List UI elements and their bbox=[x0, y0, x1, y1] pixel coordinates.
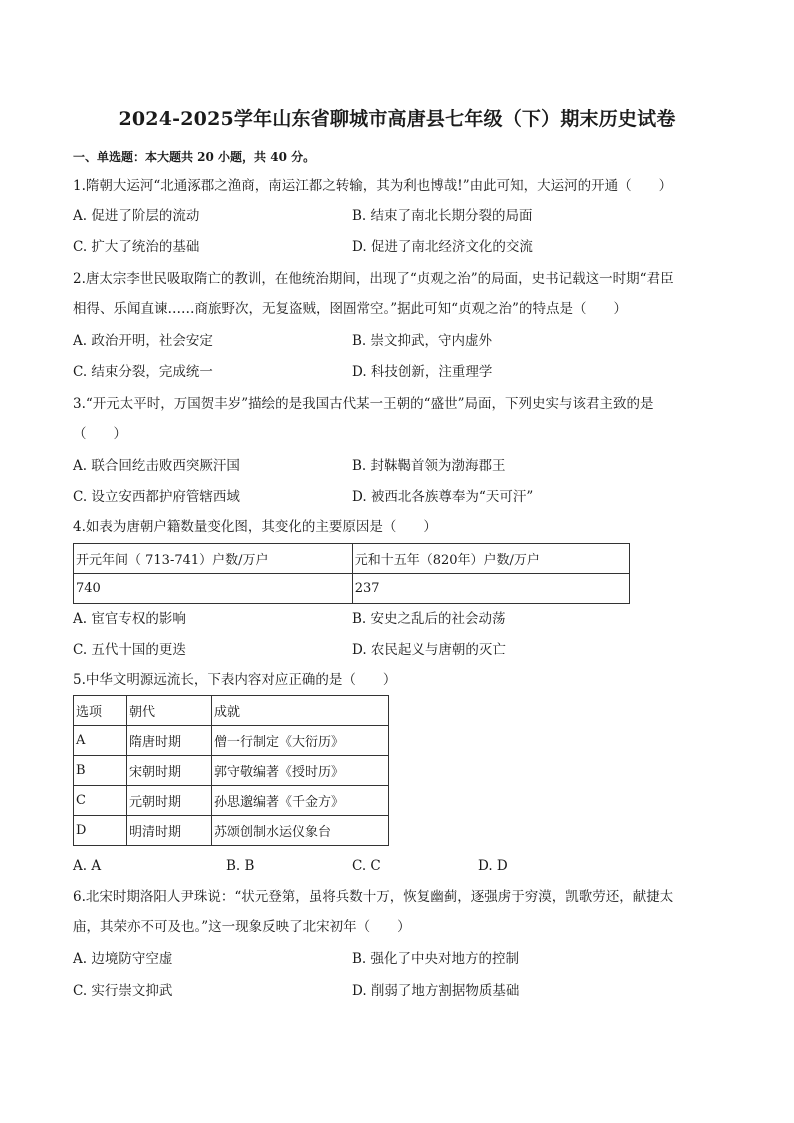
table-cell: C bbox=[74, 786, 127, 816]
question-1-stem: 1.隋朝大运河“北通涿郡之渔商，南运江都之转输，其为利也博哉!”由此可知，大运河的开通（ ） bbox=[73, 178, 673, 194]
q6-option-a: A. 边境防守空虚 bbox=[73, 951, 173, 967]
table-header-cell: 成就 bbox=[212, 696, 389, 726]
table-cell: 明清时期 bbox=[127, 816, 212, 846]
table-row bbox=[74, 756, 389, 786]
question-3-stem-line-1: 3.“开元太平时，万国贺丰岁”描绘的是我国古代某一王朝的“盛世”局面，下列史实与该君主致的是 bbox=[73, 396, 654, 412]
table-header-cell: 朝代 bbox=[127, 696, 212, 726]
q3-option-b: B. 封靺鞨首领为渤海郡王 bbox=[352, 458, 506, 474]
table-header-cell: 开元年间（ 713-741）户数/万户 bbox=[74, 544, 353, 574]
q1-option-c: C. 扩大了统治的基础 bbox=[73, 239, 200, 255]
question-4-stem: 4.如表为唐朝户籍数量变化图，其变化的主要原因是（ ） bbox=[73, 519, 437, 535]
q2-option-d: D. 科技创新，注重理学 bbox=[352, 364, 493, 380]
q4-option-d: D. 农民起义与唐朝的灭亡 bbox=[352, 642, 506, 658]
q4-option-c: C. 五代十国的更迭 bbox=[73, 642, 186, 658]
q2-option-c: C. 结束分裂，完成统一 bbox=[73, 364, 213, 380]
q6-option-b: B. 强化了中央对地方的控制 bbox=[352, 951, 520, 967]
q3-option-c: C. 设立安西都护府管辖西域 bbox=[73, 489, 240, 505]
q2-option-a: A. 政治开明，社会安定 bbox=[73, 333, 213, 349]
q1-option-a: A. 促进了阶层的流动 bbox=[73, 208, 200, 224]
q1-option-b: B. 结束了南北长期分裂的局面 bbox=[352, 208, 533, 224]
q1-option-d: D. 促进了南北经济文化的交流 bbox=[352, 239, 533, 255]
table-cell: 僧一行制定《大衍历》 bbox=[212, 726, 389, 756]
table-cell: D bbox=[74, 816, 127, 846]
table-row bbox=[74, 726, 389, 756]
q5-option-b: B. B bbox=[226, 858, 255, 874]
household-table bbox=[73, 543, 630, 604]
table-row bbox=[74, 786, 389, 816]
q5-option-a: A. A bbox=[73, 858, 102, 874]
question-5-stem: 5.中华文明源远流长，下表内容对应正确的是（ ） bbox=[73, 672, 397, 688]
table-header-cell: 元和十五年（820年）户数/万户 bbox=[352, 544, 629, 574]
table-row bbox=[74, 816, 389, 846]
q3-option-a: A. 联合回纥击败西突厥汗国 bbox=[73, 458, 240, 474]
table-row bbox=[74, 574, 630, 604]
q2-option-b: B. 崇文抑武，守内虚外 bbox=[352, 333, 493, 349]
table-cell: B bbox=[74, 756, 127, 786]
question-2-stem-line-2: 相得、乐闻直谏……商旅野次，无复盗贼，囹圄常空。”据此可知“贞观之治”的特点是（ ） bbox=[73, 301, 627, 317]
table-cell: 隋唐时期 bbox=[127, 726, 212, 756]
q4-option-b: B. 安史之乱后的社会动荡 bbox=[352, 611, 506, 627]
q5-option-d: D. D bbox=[478, 858, 508, 874]
q5-option-c: C. C bbox=[352, 858, 381, 874]
table-row bbox=[74, 544, 630, 574]
q4-option-a: A. 宦官专权的影响 bbox=[73, 611, 186, 627]
table-cell: A bbox=[74, 726, 127, 756]
table-cell: 郭守敬编著《授时历》 bbox=[212, 756, 389, 786]
q6-option-c: C. 实行崇文抑武 bbox=[73, 983, 173, 999]
section-heading: 一、单选题：本大题共 20 小题，共 40 分。 bbox=[73, 150, 316, 164]
table-cell: 孙思邈编著《千金方》 bbox=[212, 786, 389, 816]
table-header-cell: 选项 bbox=[74, 696, 127, 726]
table-cell: 740 bbox=[74, 574, 353, 604]
table-cell: 苏颂创制水运仪象台 bbox=[212, 816, 389, 846]
table-row bbox=[74, 696, 389, 726]
table-cell: 237 bbox=[352, 574, 629, 604]
achievements-table bbox=[73, 695, 389, 846]
question-2-stem-line-1: 2.唐太宗李世民吸取隋亡的教训，在他统治期间，出现了“贞观之治”的局面，史书记载这一时期“君臣 bbox=[73, 271, 674, 287]
question-3-stem-line-2: （ ） bbox=[73, 426, 127, 442]
question-6-stem-line-1: 6.北宋时期洛阳人尹珠说：“状元登第，虽将兵数十万，恢复幽蓟，逐强虏于穷漠，凯歌劳还，献捷太 bbox=[73, 889, 674, 905]
table-cell: 宋朝时期 bbox=[127, 756, 212, 786]
table-cell: 元朝时期 bbox=[127, 786, 212, 816]
q6-option-d: D. 削弱了地方割据物质基础 bbox=[352, 983, 520, 999]
q3-option-d: D. 被西北各族尊奉为“天可汗” bbox=[352, 489, 534, 505]
question-6-stem-line-2: 庙，其荣亦不可及也。”这一现象反映了北宋初年（ ） bbox=[73, 919, 411, 935]
page-title: 2024-2025学年山东省聊城市高唐县七年级（下）期末历史试卷 bbox=[118, 108, 676, 130]
